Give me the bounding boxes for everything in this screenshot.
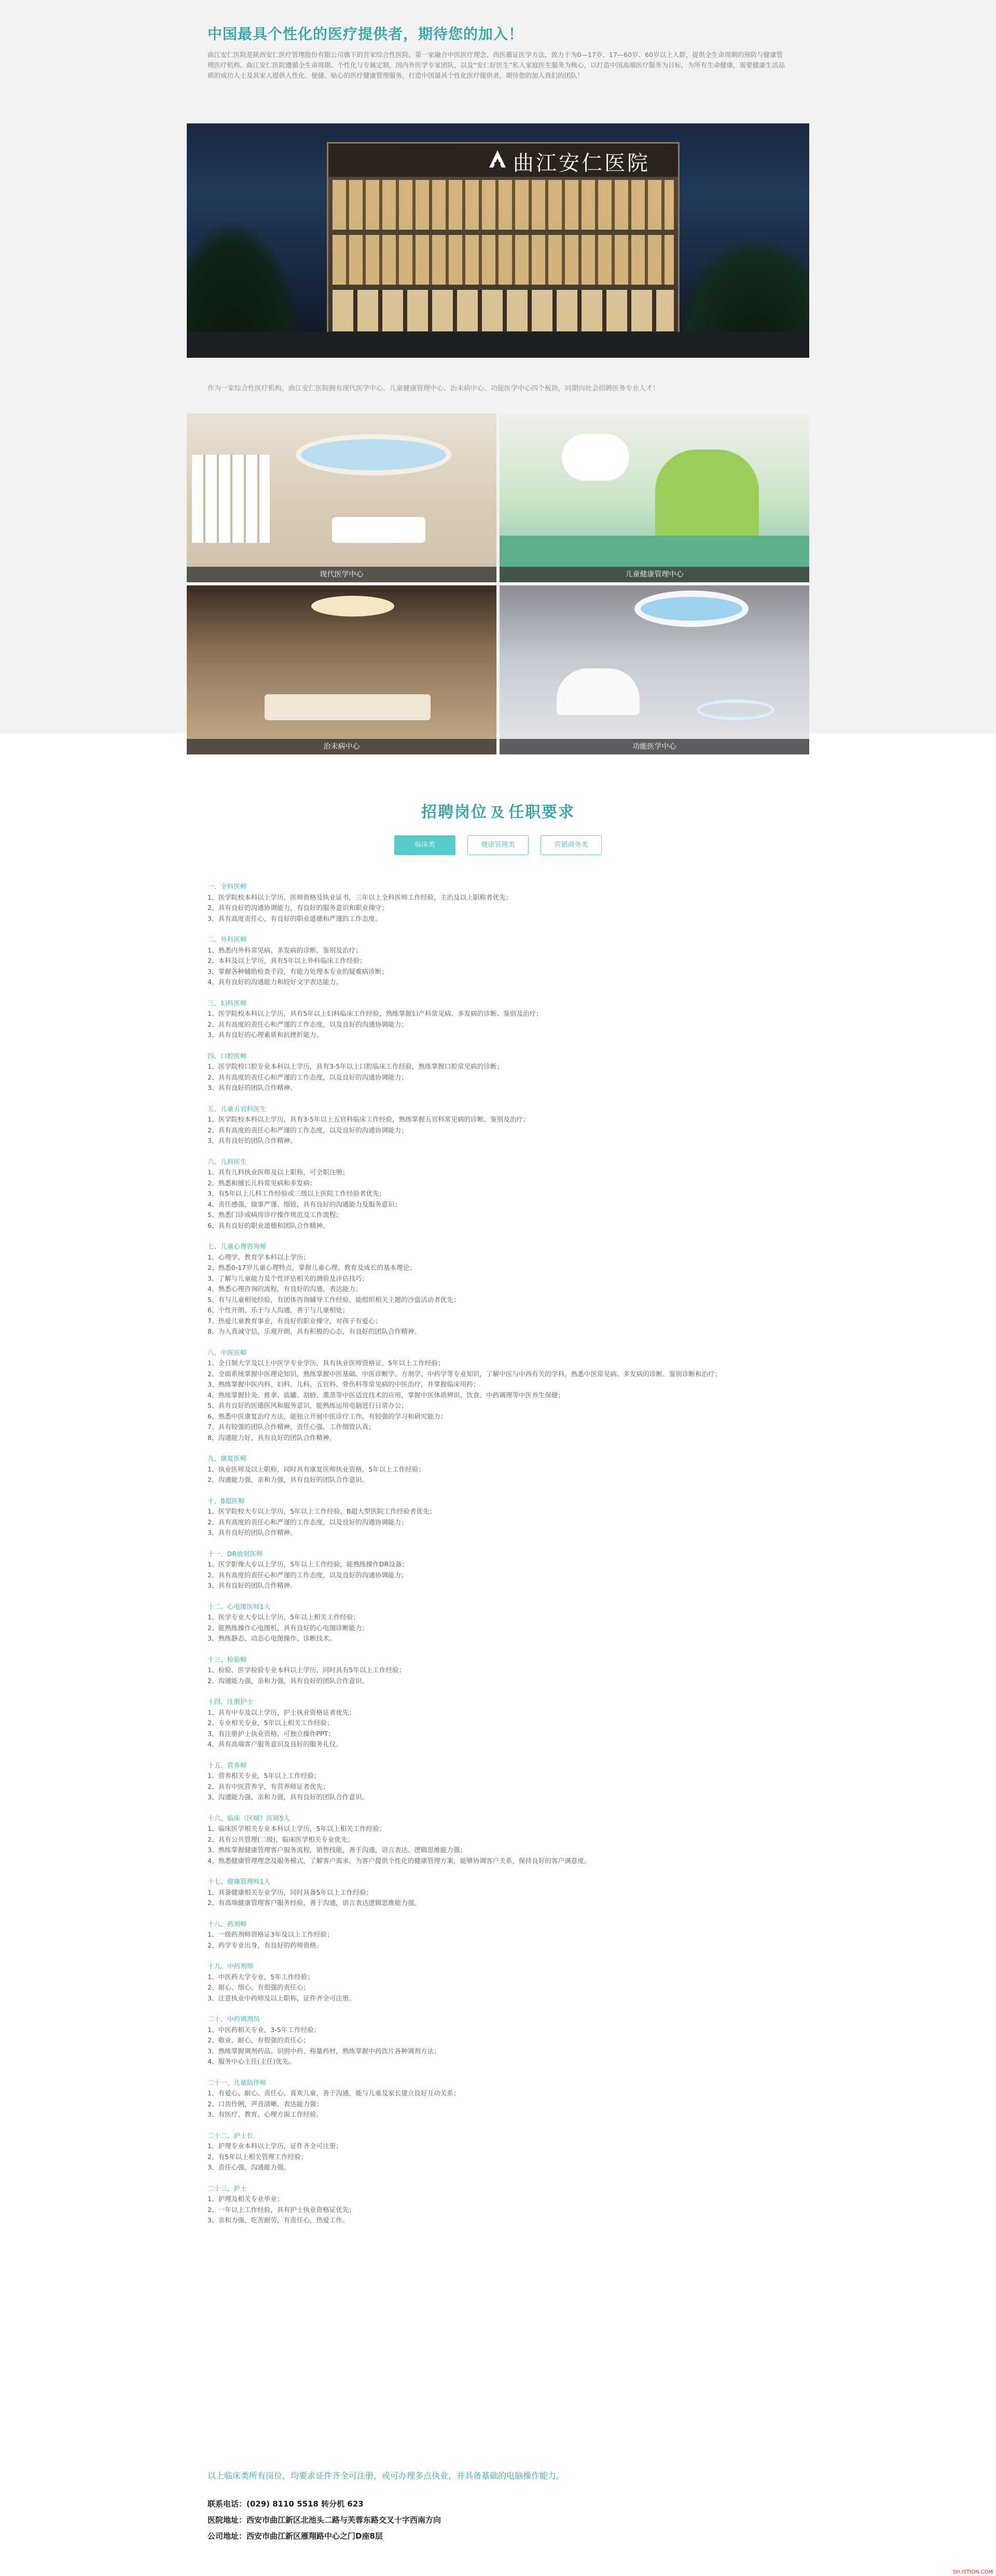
job-requirement: 2、药学专业出身，有良好的药师资格。 xyxy=(208,1941,323,1949)
job-requirement: 4、服务中心主任(主任)优先。 xyxy=(208,2057,295,2065)
job-requirement: 2、本科及以上学历，具有5年以上外科临床工作经验； xyxy=(208,957,366,964)
job-requirement: 3、具有高度责任心，有良好的职业道德和严谨的工作态度。 xyxy=(208,914,382,922)
job-requirement: 2、具有高度的责任心和严谨的工作态度，以及良好的沟通协调能力； xyxy=(208,1571,408,1579)
job-item xyxy=(208,1051,789,1094)
job-item xyxy=(208,1697,789,1750)
job-title: 九、康复医师 xyxy=(208,1454,247,1462)
job-requirement: 2、具有高度的责任心和严谨的工作态度，以及良好的沟通协调能力； xyxy=(208,1020,408,1028)
job-item xyxy=(208,1602,789,1644)
job-item xyxy=(208,2183,789,2226)
job-title: 十三、检验师 xyxy=(208,1655,247,1663)
job-requirement: 1、具备健康相关专业学历，同时具备5年以上工作经验； xyxy=(208,1888,373,1896)
job-item xyxy=(208,1496,789,1538)
job-requirement: 1、医学院校本科以上学历，具有5年以上妇科临床工作经验，熟练掌握妇产科常见病、多发病的诊断、鉴别及治疗； xyxy=(208,1010,543,1017)
job-requirement: 2、具有公共管理(二级)，临床医学相关专业优先； xyxy=(208,1835,354,1843)
job-requirement: 1、检验、医学检验专业本科以上学历，同时具有5年以上工作经验； xyxy=(208,1666,406,1674)
job-requirement: 2、具有良好的沟通协调能力，有良好的服务意识和职业操守； xyxy=(208,904,389,912)
job-title: 十六、临床（区域）医师5人 xyxy=(208,1814,290,1822)
job-title: 二、外科医师 xyxy=(208,935,247,943)
job-title: 六、儿科医生 xyxy=(208,1157,247,1166)
job-requirement: 5、有与儿童相处经验，有团体咨询辅导工作经验、能组织相关主题的沙盘活动者优先； xyxy=(208,1295,460,1304)
company-address: 公司地址：西安市曲江新区雁翔路中心之门D座8层 xyxy=(208,2531,383,2541)
job-category-tabs xyxy=(394,835,602,856)
job-requirement: 2、熟悉和擅长儿科常见病和多发病； xyxy=(208,1179,316,1187)
job-item xyxy=(208,1813,789,1867)
job-requirement: 1、执业医师及以上职称，同时具有康复医师执业资格，5年以上工作经验； xyxy=(208,1465,425,1473)
job-requirement: 4、责任感强，做事严谨、细致，具有良好的沟通能力及服务意识； xyxy=(208,1200,402,1208)
job-item xyxy=(208,881,789,924)
job-requirement: 2、有5年以上相关管理工作经验； xyxy=(208,2152,308,2161)
job-requirement: 7、热爱儿童教育事业，有良好的职业操守，对孩子有爱心； xyxy=(208,1317,382,1325)
job-title: 三、妇科医师 xyxy=(208,999,247,1007)
job-requirement: 2、耐心、细心、有很强的责任心； xyxy=(208,1983,310,1991)
job-requirement: 1、有爱心、耐心、责任心，喜欢儿童，善于沟通，能与儿童及家长建立良好互动关系； xyxy=(208,2089,460,2097)
job-requirement: 1、医学院校本科以上学历，具有3-5年以上五官科临床工作经验，熟练掌握五官科常见病的诊断、鉴别及治疗； xyxy=(208,1115,530,1123)
job-requirement: 3、具有良好的团队合作精神。 xyxy=(208,1137,297,1144)
job-requirement: 6、熟悉中医康复治疗方法，能独立开展中医诊疗工作，有较强的学习和研究能力； xyxy=(208,1412,447,1420)
job-requirement: 3、具有良好的团队合作精神。 xyxy=(208,1529,297,1536)
job-requirement: 6、具有良好的职业道德和团队合作精神。 xyxy=(208,1221,329,1229)
tab-health-management[interactable]: 健康管理类 xyxy=(467,835,529,855)
job-requirement: 1、医学影像大专以上学历，5年以上工作经验，能熟练操作DR设备； xyxy=(208,1560,409,1568)
job-title: 二十、中药调剂员 xyxy=(208,2015,260,2023)
job-requirement: 2、具有高度的责任心和严谨的工作态度，以及良好的沟通协调能力； xyxy=(208,1518,408,1526)
job-item xyxy=(208,1157,789,1231)
job-requirement: 7、具有较强的团队合作精神，责任心强，工作细致认真； xyxy=(208,1423,375,1431)
centers-intro: 作为一家综合性医疗机构，曲江安仁医院拥有现代医学中心、儿童健康管理中心、治未病中心、功能医学中心四个板块，同期向社会招聘医务专业人才！ xyxy=(208,385,660,393)
job-requirement: 3、沟通能力强，亲和力强，具有良好的团队合作意识。 xyxy=(208,1793,369,1801)
job-requirement: 1、医学院校口腔专业本科以上学历，具有3-5年以上口腔临床工作经验，熟练掌握口腔常见病的诊断； xyxy=(208,1062,504,1070)
job-requirement: 4、熟练掌握针灸、推拿、拔罐、刮痧、熏蒸等中医适宜技术的应用，掌握中医体质辨识、饮食、中药调理等中医养生保健； xyxy=(208,1391,565,1399)
job-requirement: 1、中医药相关专业，3-5年工作经验； xyxy=(208,2025,321,2034)
page-headline: 中国最具个性化的医疗提供者，期待您的加入！ xyxy=(208,25,524,43)
job-requirement: 3、掌握各种辅助检查手段，有能力处理本专业的疑难病诊断； xyxy=(208,967,389,975)
job-requirement: 1、护理专业本科以上学历，证件齐全可注册； xyxy=(208,2142,342,2150)
job-requirement: 3、注意执业中药师及以上职称，证件齐全可注册。 xyxy=(208,1994,356,2002)
job-item xyxy=(208,934,789,988)
job-requirement: 3、亲和力强，吃苦耐劳，有责任心，热爱工作。 xyxy=(208,2216,349,2224)
job-requirement: 2、有高端健康管理客户服务经验，善于沟通，语言表达逻辑思维能力强。 xyxy=(208,1899,421,1907)
job-requirement: 1、医学院校本科以上学历，医师资格及执业证书，三年以上全科医师工作经验，主治及以上职称者优先； xyxy=(208,893,513,901)
job-title: 八、中医医师 xyxy=(208,1348,247,1356)
job-title: 十一、DR放射医师 xyxy=(208,1549,263,1558)
center-gallery xyxy=(187,413,809,754)
job-requirement: 2、专业相关专业，5年以上相关工作经验； xyxy=(208,1719,334,1727)
job-title: 十二、心电图医师1人 xyxy=(208,1602,271,1611)
job-requirement: 3、有医疗、教育、心理方面工作经验。 xyxy=(208,2110,323,2118)
gallery-tile-modern-medicine[interactable] xyxy=(187,413,496,582)
gallery-tile-functional[interactable] xyxy=(500,585,809,754)
job-item xyxy=(208,1453,789,1486)
job-requirement: 1、医学专业大专以上学历，5年以上相关工作经验； xyxy=(208,1613,360,1621)
job-requirement: 4、具有良好的沟通能力和较好文字表达能力。 xyxy=(208,978,342,986)
job-requirement: 5、具有良好的医德医风和服务意识，能熟练运用电脑进行日常办公； xyxy=(208,1402,408,1409)
job-requirement: 3、熟练掌握调剂药品、识别中药、称量药材，熟练掌握中药饮片各种调剂方法； xyxy=(208,2047,440,2055)
job-requirement: 3、具有良好的心理素质和抗挫折能力。 xyxy=(208,1031,323,1039)
gallery-caption: 儿童健康管理中心 xyxy=(500,567,809,582)
job-requirement: 1、中医药大学专业，5年工作经验； xyxy=(208,1972,314,1981)
job-list xyxy=(208,881,789,2236)
job-requirement: 1、熟悉内外科常见病、多发病的诊断、鉴别及治疗； xyxy=(208,946,362,954)
job-requirement: 1、心理学、教育学本科以上学历； xyxy=(208,1253,310,1261)
job-requirement: 4、熟悉心理咨询的流程，有良好的沟通、表达能力； xyxy=(208,1285,362,1293)
job-requirement: 2、一年以上工作经验，具有护士执业资格证优先； xyxy=(208,2205,356,2214)
job-requirement: 8、为人真诚守信，乐观开朗，具有积极的心态，有良好的团队合作精神。 xyxy=(208,1327,421,1335)
gallery-caption: 功能医学中心 xyxy=(500,739,809,754)
job-item xyxy=(208,2131,789,2173)
job-requirement: 2、口齿伶俐，声音清晰，表达能力强； xyxy=(208,2099,323,2108)
job-requirement: 2、具有高度的责任心和严谨的工作态度，以及良好的沟通协调能力； xyxy=(208,1073,408,1081)
gallery-tile-preventive[interactable] xyxy=(187,585,496,754)
hospital-building-photo xyxy=(187,123,809,358)
job-item xyxy=(208,1919,789,1951)
job-requirement: 1、医学院校大专以上学历，5年以上工作经验，B超大型医院工作经验者优先； xyxy=(208,1507,436,1515)
job-item xyxy=(208,998,789,1041)
job-requirement: 2、熟悉0-17岁儿童心理特点，掌握儿童心理、教育及成长的基本理论； xyxy=(208,1264,416,1271)
job-requirement: 2、全面系统掌握中医理论知识，熟练掌握中医基础、中医诊断学、方剂学、中药学等专业知识，了解中医与中西有关的学科，熟悉中医常见病、多发病的诊断、鉴别诊断和治疗； xyxy=(208,1369,722,1378)
job-title: 五、儿童五官科医生 xyxy=(208,1104,267,1113)
job-requirement: 2、沟通能力强，亲和力强，具有良好的团队合作意识。 xyxy=(208,1676,369,1685)
job-requirement: 2、具有高度的责任心和严谨的工作态度，以及良好的沟通协调能力； xyxy=(208,1126,408,1134)
job-title: 二十三、护士 xyxy=(208,2184,247,2192)
job-requirement: 4、熟悉健康管理理念及服务模式，了解客户需求，为客户提供个性化的健康管理方案，能够协调客户关系，保持良好的客户满意度。 xyxy=(208,1856,591,1865)
hospital-sign: 曲江安仁医院 xyxy=(513,151,650,175)
job-item xyxy=(208,1877,789,1909)
job-requirement: 3、有注册护士执业资格，可独立操作PPT； xyxy=(208,1729,335,1738)
job-requirement: 3、熟练静态、动态心电图操作、诊断技术。 xyxy=(208,1634,336,1642)
job-requirement: 3、了解与儿童能力及个性评估相关的测验及评估技巧； xyxy=(208,1274,369,1282)
job-requirement: 5、熟悉门诊或病房诊疗操作规范及工作流程； xyxy=(208,1211,342,1219)
job-requirement: 1、一级药剂师资格证3年及以上工作经验； xyxy=(208,1930,334,1938)
job-requirement: 1、具有儿科执业医师及以上职称，可全职注册； xyxy=(208,1168,349,1176)
job-title: 十五、营养师 xyxy=(208,1761,247,1769)
job-item xyxy=(208,2078,789,2120)
job-requirement: 1、临床医学相关专业本科以上学历，5年以上相关工作经验； xyxy=(208,1825,386,1832)
job-title: 四、口腔医师 xyxy=(208,1052,247,1060)
job-title: 一、全科医师 xyxy=(208,883,247,890)
hospital-logo-icon xyxy=(487,149,508,170)
job-requirement: 1、护理及相关专业毕业； xyxy=(208,2195,284,2203)
job-requirement: 2、沟通能力强，亲和力强，具有良好的团队合作意识。 xyxy=(208,1476,369,1483)
job-title: 十四、注册护士 xyxy=(208,1698,254,1705)
job-title: 十、B超医师 xyxy=(208,1496,245,1505)
job-requirement: 3、有5年以上儿科工作经验或三级以上医院工作经验者优先； xyxy=(208,1189,386,1197)
job-requirement: 3、具有良好的团队合作精神。 xyxy=(208,1084,297,1091)
job-requirement: 1、营养相关专业，5年以上工作经验； xyxy=(208,1772,321,1780)
job-item xyxy=(208,1655,789,1687)
tab-marketing[interactable]: 营销商务类 xyxy=(541,835,602,855)
job-item xyxy=(208,1104,789,1146)
job-item xyxy=(208,1549,789,1591)
job-item xyxy=(208,1961,789,2004)
contact-info xyxy=(208,2496,441,2544)
job-requirement: 3、具有良好的团队合作精神。 xyxy=(208,1581,297,1589)
job-requirement: 3、熟练掌握中医内科、妇科、儿科、五官科、骨伤科等常见病的中医治疗，并掌握临床用药； xyxy=(208,1380,480,1388)
job-requirement: 1、全日制大学及以上中医学专业学历，具有执业医师资格证，5年以上工作经验； xyxy=(208,1359,445,1367)
job-requirement: 2、具有中医营养学，有营养师证者优先； xyxy=(208,1782,329,1790)
job-title: 十八、药剂师 xyxy=(208,1920,247,1928)
job-item xyxy=(208,1241,789,1337)
section-title: 招聘岗位 及 任职要求 xyxy=(421,803,575,821)
job-requirement: 8、沟通能力好，具有良好的团队合作精神。 xyxy=(208,1433,336,1441)
job-item xyxy=(208,1760,789,1803)
gallery-caption: 治未病中心 xyxy=(187,739,496,754)
job-requirement: 1、具有中专及以上学历，护士执业资格证者优先； xyxy=(208,1708,356,1716)
job-requirement: 6、个性开朗，乐于与人沟通，善于与儿童相处； xyxy=(208,1306,349,1314)
job-item xyxy=(208,2014,789,2067)
contact-phone: 联系电话：(029) 8110 5518 转分机 623 xyxy=(208,2499,364,2509)
hospital-intro: 曲江安仁医院是陕西安仁医疗管理股份有限公司旗下的首家综合性医院。第一家融合中医医疗理念、西医循证医学方法，致力于为0—17岁、17—60岁、60岁以上人群，提供全生命周期的预防与健康管理医疗机构。曲江安仁医院遵循全生命周期、个性化与专属定制，国内外医学专家团队，以及“安仁好医生”私人家庭医生服务为核心，以打造中国高端医疗服务为目标，为所有生命健康，需要健康生活品质的成功人士及其家人提供人性化、便捷、贴心的医疗健康管理服务，打造中国最具个性化医疗提供者，期待您的加入我们的团队！ xyxy=(208,51,785,79)
watermark: SH.ISTION.COM xyxy=(952,2569,993,2575)
gallery-caption: 现代医学中心 xyxy=(187,567,496,582)
job-title: 十七、健康管理师1人 xyxy=(208,1878,271,1885)
job-item xyxy=(208,1348,789,1444)
job-title: 二十一、儿童陪伴师 xyxy=(208,2078,267,2087)
job-title: 十九、中药剂师 xyxy=(208,1962,254,1970)
job-requirement: 3、责任心强，沟通能力强。 xyxy=(208,2163,290,2171)
hospital-address: 医院地址：西安市曲江新区北池头二路与芙蓉东路交叉十字西南方向 xyxy=(208,2515,441,2525)
gallery-tile-child-health[interactable] xyxy=(500,413,809,582)
job-requirement: 4、具有高端客户服务意识及良好的服务礼仪。 xyxy=(208,1740,342,1748)
job-title: 七、儿童心理咨询师 xyxy=(208,1242,267,1250)
job-title: 二十二、护士长 xyxy=(208,2131,254,2139)
job-requirement: 2、能熟练操作心电图机，具有良好的心电图诊断能力； xyxy=(208,1623,369,1632)
building-facade xyxy=(327,142,680,334)
requirements-notice: 以上临床类所有岗位，均要求证件齐全可注册，或可办理多点执业，并具备基础的电脑操作能力。 xyxy=(208,2471,565,2481)
job-requirement: 2、敬业、耐心，有很强的责任心； xyxy=(208,2036,310,2044)
job-requirement: 3、熟练掌握健康管理客户服务流程，销售技能，善于沟通，语言表达、逻辑思维能力强； xyxy=(208,1846,467,1854)
tab-clinical[interactable]: 临床类 xyxy=(394,835,455,855)
